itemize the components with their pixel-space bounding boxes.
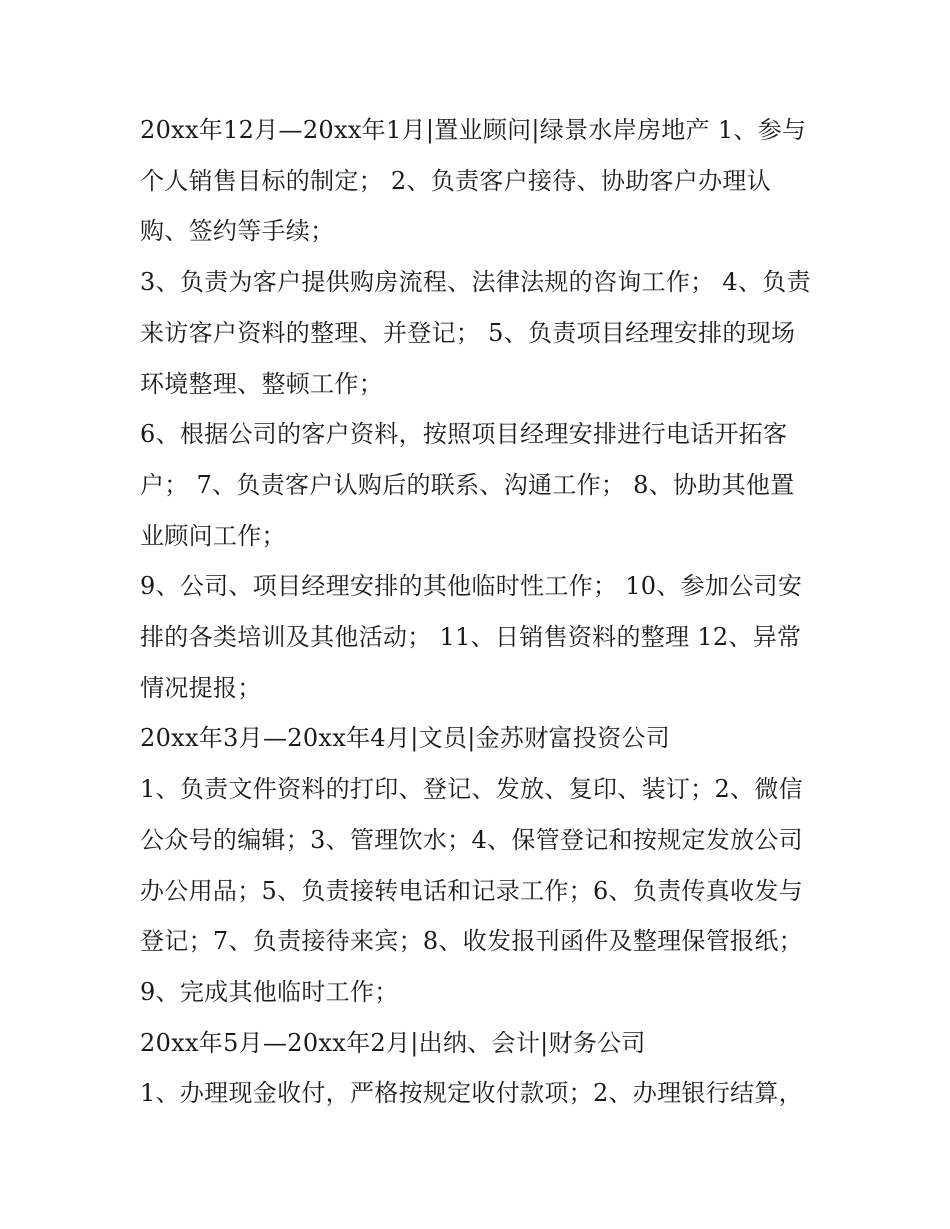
paragraph-sales-duties-9-12: 9、公司、项目经理安排的其他临时性工作； 10、参加公司安排的各类培训及其他活动； 11、日销售资料的整理 12、异常情况提报； <box>140 572 803 702</box>
paragraph-sales-duties-3-5: 3、负责为客户提供购房流程、法律法规的咨询工作； 4、负责来访客户资料的整理、并登记； 5、负责项目经理安排的现场环境整理、整顿工作； <box>140 268 811 398</box>
paragraph-job-sales-consultant: 20xx年12月—20xx年1月|置业顾问|绿景水岸房地产 1、参与个人销售目标的制定； 2、负责客户接待、协助客户办理认购、签约等手续； <box>140 116 807 246</box>
paragraph-job-clerk-heading: 20xx年3月—20xx年4月|文员|金苏财富投资公司 <box>140 724 671 753</box>
document-body <box>140 105 812 1119</box>
paragraph-sales-duties-6-8: 6、根据公司的客户资料，按照项目经理安排进行电话开拓客户； 7、负责客户认购后的联系、沟通工作； 8、协助其他置业顾问工作； <box>140 420 795 550</box>
paragraph-cashier-duties: 1、办理现金收付，严格按规定收付款项；2、办理银行结算， <box>140 1079 803 1108</box>
paragraph-job-cashier-heading: 20xx年5月—20xx年2月|出纳、会计|财务公司 <box>140 1028 646 1057</box>
paragraph-clerk-duties: 1、负责文件资料的打印、登记、发放、复印、装订；2、微信公众号的编辑；3、管理饮水；4、保管登记和按规定发放公司办公用品；5、负责接转电话和记录工作；6、负责传真收发与登记；7、负责接待来宾；8、收发报刊函件及整理保管报纸；9、完成其他临时工作； <box>140 775 803 1006</box>
